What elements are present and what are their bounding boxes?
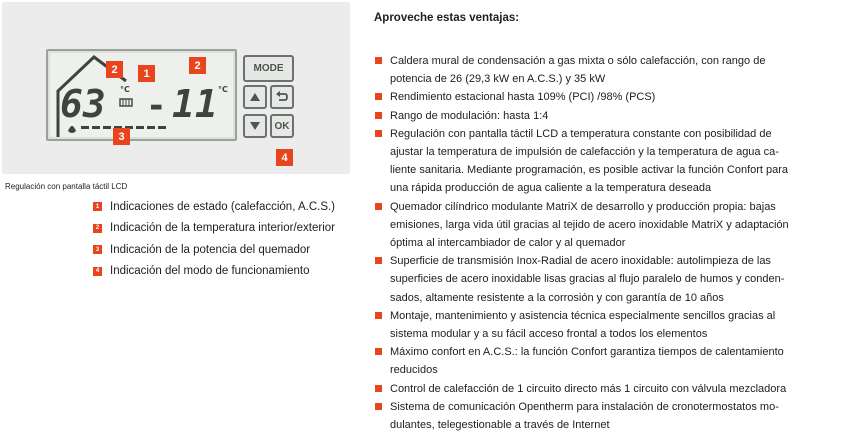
lcd-separator: -	[146, 86, 167, 126]
bullet-icon	[375, 130, 382, 137]
feature-line: Rendimiento estacional hasta 109% (PCI) /98% (PCS)	[390, 91, 656, 104]
feature-line: Máximo confort en A.C.S.: la función Confort garantiza tiempos de calentamiento	[390, 346, 784, 359]
lcd-temp-left-unit: °C	[120, 85, 130, 94]
feature-line: sistema modular y a su fácil acceso frontal a todos los elementos	[390, 328, 708, 341]
feature-line: superficies de acero inoxidable lisas gracias al flujo paralelo de humos y conden-	[390, 273, 785, 286]
bullet-icon	[375, 57, 382, 64]
feature-line: óptima al intercambiador de calor y al quemador	[390, 237, 626, 250]
bullet-icon	[375, 403, 382, 410]
bullet-icon	[375, 385, 382, 392]
feature-line: sados, altamente resistente a la corrosión y con garantía de 10 años	[390, 291, 724, 304]
bullet-icon	[375, 203, 382, 210]
feature-line: Rango de modulación: hasta 1:4	[390, 109, 549, 122]
lcd-temp-right-unit: °C	[218, 85, 228, 94]
lcd-temp-right: 11	[172, 82, 218, 126]
bullet-icon	[375, 93, 382, 100]
legend-item	[93, 196, 335, 218]
marker-2b: 2	[189, 57, 206, 74]
legend-list	[93, 196, 335, 282]
feature-item	[374, 88, 836, 106]
marker-3: 3	[113, 128, 130, 145]
lcd-temp-left: 63	[60, 82, 106, 126]
feature-item	[374, 125, 836, 198]
feature-line: Regulación con pantalla táctil LCD a temperatura constante con posibilidad de	[390, 127, 772, 140]
feature-item	[374, 398, 836, 434]
bullet-icon	[375, 348, 382, 355]
feature-item	[374, 380, 836, 398]
feature-line: Caldera mural de condensación a gas mixta o sólo calefacción, con rango de	[390, 55, 766, 67]
feature-item	[374, 107, 836, 125]
up-button[interactable]	[243, 85, 267, 109]
arrow-up-icon	[250, 93, 260, 101]
feature-line: liente sanitaria. Mediante programación, es posible activar la función Confort para	[390, 164, 789, 177]
feature-line: ajustar la temperatura de impulsión de calefacción y la temperatura de agua ca-	[390, 146, 779, 159]
down-button[interactable]	[243, 114, 267, 138]
feature-line: potencia de 26 (29,3 kW en A.C.S.) y 35 kW	[390, 73, 606, 86]
feature-line: Superficie de transmisión Inox-Radial de acero inoxidable: autolimpieza de las	[390, 255, 771, 268]
feature-line: reducidos	[390, 364, 438, 377]
legend-text: Indicación de la potencia del quemador	[110, 243, 311, 256]
features-list	[374, 52, 836, 434]
arrow-down-icon	[250, 122, 260, 130]
radiator-icon	[120, 99, 132, 106]
marker-4: 4	[276, 149, 293, 166]
feature-line: emisiones, larga vida útil gracias al tejido de acero inoxidable MatriX y adaptación	[390, 218, 789, 231]
bullet-icon	[375, 312, 382, 319]
feature-line: dulantes, telegestionable a través de Internet	[390, 419, 610, 432]
legend-item	[93, 239, 335, 261]
feature-item	[374, 307, 836, 343]
boiler-control-panel	[2, 2, 350, 174]
legend-item	[93, 218, 335, 240]
lcd-display	[46, 49, 237, 141]
legend-marker: 1	[93, 202, 102, 211]
marker-2a: 2	[106, 61, 123, 78]
marker-1: 1	[138, 65, 155, 82]
return-arrow-icon	[275, 91, 289, 103]
feature-line: Control de calefacción de 1 circuito directo más 1 circuito con válvula mezcladora	[390, 382, 787, 395]
ok-button[interactable]: OK	[270, 114, 294, 138]
mode-button[interactable]: MODE	[243, 55, 294, 82]
legend-text: Indicación de la temperatura interior/exterior	[110, 222, 336, 235]
features-heading: Aproveche estas ventajas:	[374, 12, 520, 24]
flame-icon	[68, 126, 76, 133]
legend-text: Indicaciones de estado (calefacción, A.C.S.)	[110, 200, 336, 213]
feature-line: Montaje, mantenimiento y asistencia técnica especialmente sencillos gracias al	[390, 309, 776, 322]
back-button[interactable]	[270, 85, 294, 109]
legend-marker: 2	[93, 224, 102, 233]
figure-caption: Regulación con pantalla táctil LCD	[5, 182, 128, 191]
feature-line: una rápida producción de agua caliente a la temperatura deseada	[390, 182, 712, 195]
legend-text: Indicación del modo de funcionamiento	[110, 265, 310, 278]
feature-item	[374, 252, 836, 307]
feature-item	[374, 52, 836, 88]
feature-item	[374, 198, 836, 253]
bullet-icon	[375, 257, 382, 264]
feature-item	[374, 343, 836, 379]
legend-marker: 4	[93, 267, 102, 276]
feature-line: Quemador cilíndrico modulante MatriX de desarrollo y producción propia: bajas	[390, 200, 776, 213]
legend-marker: 3	[93, 245, 102, 254]
bullet-icon	[375, 112, 382, 119]
legend-item	[93, 261, 335, 283]
feature-line: Sistema de comunicación Opentherm para instalación de cronotermostatos mo-	[390, 400, 779, 413]
